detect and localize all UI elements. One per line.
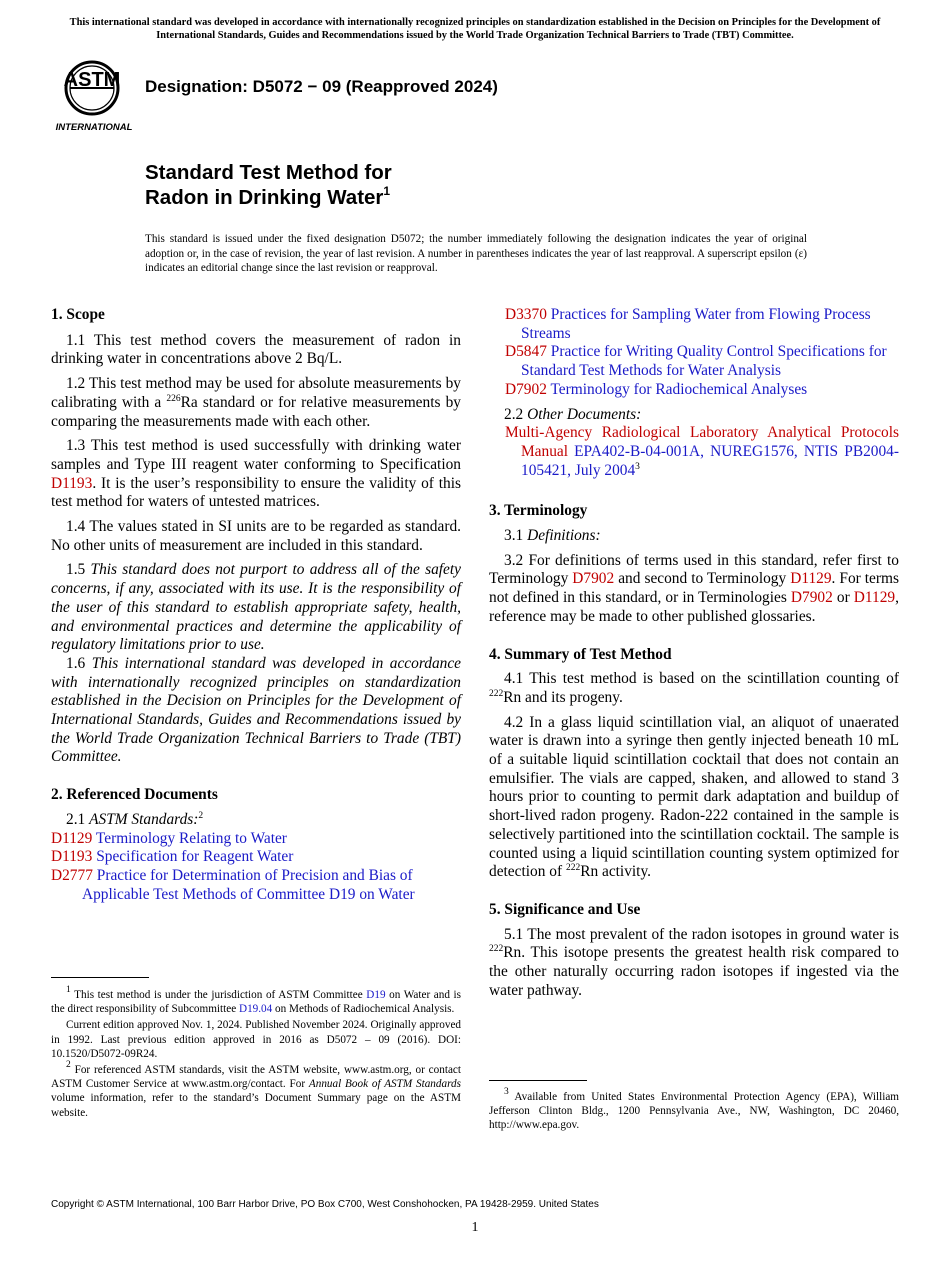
section-3-heading: 3. Terminology [489,502,588,520]
link-d1129-a[interactable]: D1129 [790,570,832,588]
section-1-heading: 1. Scope [51,306,105,323]
ref-d3370[interactable]: D3370 Practices for Sampling Water from Flowing Process Streams [505,306,871,342]
left-column [51,306,461,904]
ref-marlap[interactable]: Multi-Agency Radiological Laboratory Analytical Protocols Manual EPA402-B-04-001A, NUREG1576, NTIS PB2004-105421, July 2004$^3$ [505,424,899,479]
para-3-1: 3.1 Definitions: [504,527,601,545]
footnotes-left [51,985,461,1120]
link-d1193[interactable]: D1193 [51,474,93,492]
footnote-3: $^3$ Available from United States Environmental Protection Agency (EPA), William Jefferson Clinton Bldg., 1200 Pennsylvania Ave., NW, Washington, DC 20460, http://www.epa.gov. [489,1087,899,1132]
link-d7902-a[interactable]: D7902 [572,570,615,588]
page-number: 1 [471,1220,479,1235]
ref-d1193[interactable]: D1193 Specification for Reagent Water [51,848,294,866]
ref-d2777[interactable]: D2777 Practice for Determination of Precision and Bias of Applicable Test Methods of Committee D19 on Water [51,866,415,903]
ref-d7902[interactable]: D7902 Terminology for Radiochemical Analyses [505,380,808,398]
para-1-3: 1.3 This test method is used successfully with drinking water samples and Type III reagent water conforming to Specification D1193. It is the user’s responsibility to ensure the validity of this test method for waters of untested matrices. [51,437,461,511]
title-line-2: Radon in Drinking Water$^1$ [145,184,391,209]
issue-note: This standard is issued under the fixed designation D5072; the number immediately following the designation indicates the year of original adoption or, in the case of revision, the year of last revision. A number in parentheses indicates the year of last reapproval. A superscript epsilon (ε) indicates an editorial change since the last revision or reapproval. [145,233,807,274]
section-4-heading: 4. Summary of Test Method [489,645,672,663]
designation: Designation: D5072 − 09 (Reapproved 2024) [145,77,498,96]
ref-d1129[interactable]: D1129 Terminology Relating to Water [51,829,287,847]
link-d1129-b[interactable]: D1129 [853,589,896,607]
title-footnote-mark: 1 [383,184,391,198]
astm-international-logo [52,56,136,134]
standardization-notice: This international standard was developed in accordance with internationally recognized principles on standardization established in the Decision on Principles for the Development of International Standards, Guides and Recommendations issued by the World Trade Organization Technical Barriers to Trade (TBT) Committee. [69,17,881,41]
para-3-2: 3.2 For definitions of terms used in this standard, refer first to Terminology D7902 and second to Terminology D1129. For terms not defined in this standard, or in Terminologies D7902 or D1129, reference may be made to other published glossaries. [489,551,899,625]
footnotes-right [489,1087,899,1133]
footnote-rule-right [489,1080,587,1081]
footnote-1-edition: Current edition approved Nov. 1, 2024. Published November 2024. Originally approved in 1992. Last previous edition approved in 2016 as D5072 – 09 (2016). DOI: 10.1520/D5072-09R24. [51,1019,461,1060]
para-1-1: 1.1 This test method covers the measurement of radon in drinking water in concentrations above 2 Bq/L. [51,331,461,368]
para-2-1: 2.1 ASTM Standards:$^2$ [66,810,204,828]
para-1-5: 1.5 This standard does not purport to address all of the safety concerns, if any, associated with its use. It is the responsibility of the user of this standard to establish appropriate safety, health, and environmental practices and determine the applicability of regulatory limitations prior to use. [51,561,461,654]
para-2-2: 2.2 Other Documents: [504,405,642,423]
para-1-4: 1.4 The values stated in SI units are to be regarded as standard. No other units of measurement are included in this standard. [51,518,461,554]
right-column [489,306,899,1001]
link-d19[interactable]: D19 [366,989,386,1001]
svg-text:ASTM: ASTM [63,69,121,91]
para-1-6: 1.6 This international standard was developed in accordance with internationally recognized principles on standardization established in the Decision on Principles for the Development of International Standards, Guides and Recommendations issued by the World Trade Organization Technical Barriers to Trade (TBT) Committee. [51,654,461,766]
link-d7902-b[interactable]: D7902 [790,589,833,607]
document-title [145,160,392,210]
para-4-2: 4.2 In a glass liquid scintillation vial, an aliquot of unaerated water is drawn into a syringe then gently injected beneath 10 mL of a suitable liquid scintillation cocktail that does not contain an emulsifier. The vials are capped, shaken, and allowed to stand 3 hours prior to counting to permit dark adaptation and buildup of short-lived radon progeny. Radon-222 contained in the sample is selectively partitioned into the scintillation cocktail. The sample is counted using a liquid scintillation counting system optimized for detection of $^{222}$Rn activity. [489,713,899,881]
para-1-2: 1.2 This test method may be used for absolute measurements by calibrating with a $^{226}$Ra standard or for relative measurements by comparing the measurements made with each other. [51,375,461,430]
link-d19-04[interactable]: D19.04 [238,1003,273,1016]
para-4-1: 4.1 This test method is based on the scintillation counting of $^{222}$Rn and its progeny. [489,670,899,706]
section-2-heading: 2. Referenced Documents [51,786,218,804]
ref-d5847[interactable]: D5847 Practice for Writing Quality Control Specifications for Standard Test Methods for Water Analysis [505,343,887,380]
title-line-1: Standard Test Method for [145,161,392,184]
section-5-heading: 5. Significance and Use [489,900,641,918]
footnote-2: $^2$ For referenced ASTM standards, visit the ASTM website, www.astm.org, or contact ASTM Customer Service at www.astm.org/contact. For Annual Book of ASTM Standards volume information, refer to the standard’s Document Summary page on the ASTM website. [51,1060,461,1119]
para-5-1: 5.1 The most prevalent of the radon isotopes in ground water is $^{222}$Rn. This isotope presents the greatest health risk compared to the other naturally occurring radon isotopes if ingested via the water pathway. [489,925,899,999]
footnote-1: $^1$ This test method is under the jurisdiction of ASTM Committee D19 on Water and is the direct responsibility of Subcommittee D19.04 on Methods of Radiochemical Analysis. [51,985,461,1016]
svg-text:INTERNATIONAL: INTERNATIONAL [55,122,133,133]
copyright: Copyright © ASTM International, 100 Barr Harbor Drive, PO Box C700, West Conshohocken, PA 19428-2959. United States [51,1199,599,1210]
footnote-rule-left [51,977,149,978]
